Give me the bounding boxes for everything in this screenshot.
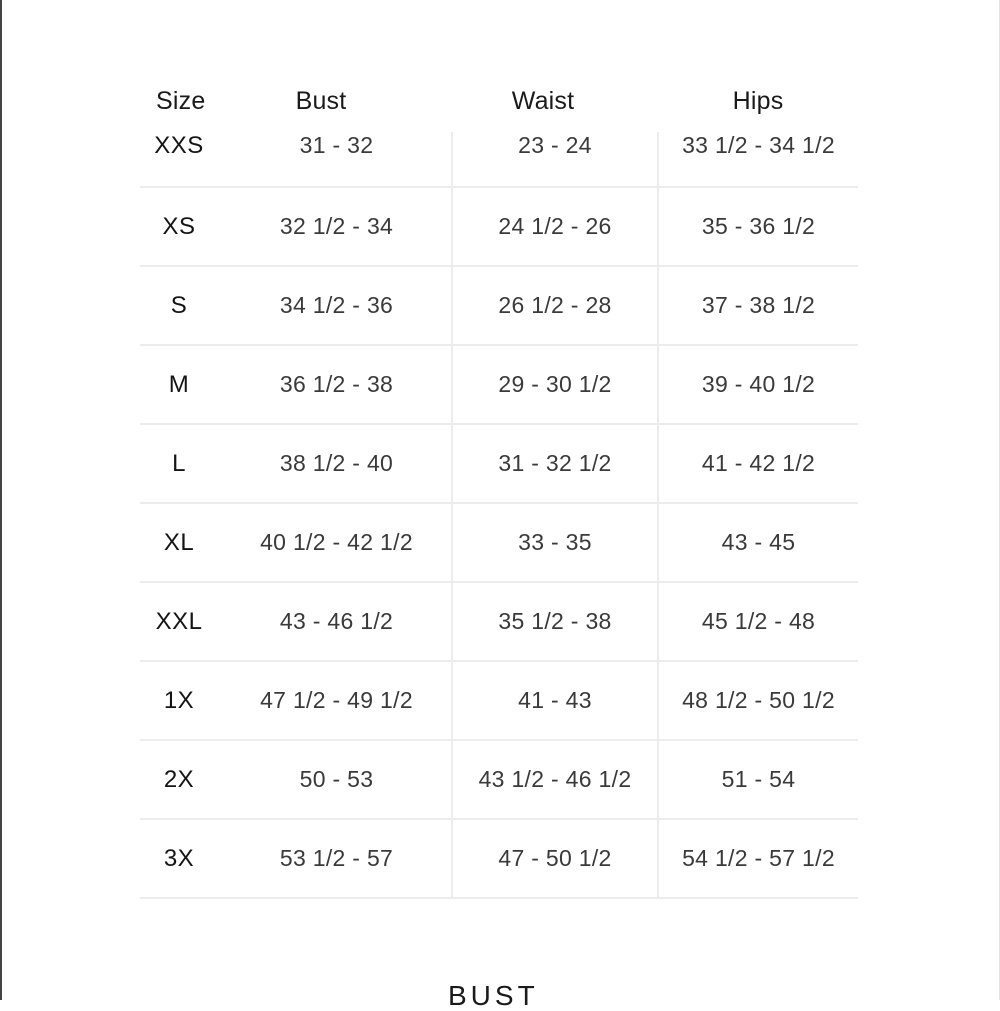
- hips-range: 51 - 54: [658, 740, 858, 819]
- bust-range: 53 1/2 - 57: [222, 819, 452, 898]
- bust-range: 38 1/2 - 40: [222, 424, 452, 503]
- bust-range: 34 1/2 - 36: [222, 266, 452, 345]
- table-row: [140, 582, 858, 661]
- size-label: XXL: [140, 582, 222, 661]
- header-bust: Bust: [295, 86, 347, 115]
- hips-range: 33 1/2 - 34 1/2: [658, 132, 858, 187]
- waist-range: 29 - 30 1/2: [452, 345, 658, 424]
- table-row: [140, 132, 858, 187]
- waist-range: 31 - 32 1/2: [452, 424, 658, 503]
- hips-range: 43 - 45: [658, 503, 858, 582]
- size-label: XS: [140, 187, 222, 266]
- table-row: [140, 424, 858, 503]
- table-row: [140, 819, 858, 898]
- size-label: XXS: [140, 132, 222, 187]
- waist-range: 35 1/2 - 38: [452, 582, 658, 661]
- table-row: [140, 345, 858, 424]
- waist-range: 23 - 24: [452, 132, 658, 187]
- hips-range: 54 1/2 - 57 1/2: [658, 819, 858, 898]
- hips-range: 35 - 36 1/2: [658, 187, 858, 266]
- size-label: XL: [140, 503, 222, 582]
- size-label: L: [140, 424, 222, 503]
- header-hips: Hips: [732, 86, 784, 115]
- bust-range: 43 - 46 1/2: [222, 582, 452, 661]
- table-row: [140, 661, 858, 740]
- waist-range: 43 1/2 - 46 1/2: [452, 740, 658, 819]
- page-left-border: [0, 0, 2, 1000]
- hips-range: 37 - 38 1/2: [658, 266, 858, 345]
- hips-range: 48 1/2 - 50 1/2: [658, 661, 858, 740]
- hips-range: 41 - 42 1/2: [658, 424, 858, 503]
- waist-range: 24 1/2 - 26: [452, 187, 658, 266]
- table-row: [140, 503, 858, 582]
- table-row: [140, 266, 858, 345]
- bust-range: 31 - 32: [222, 132, 452, 187]
- size-label: M: [140, 345, 222, 424]
- size-label: 2X: [140, 740, 222, 819]
- size-chart-table: [140, 70, 858, 899]
- table-header-row: [140, 70, 858, 132]
- size-label: 1X: [140, 661, 222, 740]
- table-row: [140, 740, 858, 819]
- table-row: [140, 187, 858, 266]
- waist-range: 41 - 43: [452, 661, 658, 740]
- hips-range: 45 1/2 - 48: [658, 582, 858, 661]
- header-size: Size: [156, 86, 206, 115]
- waist-range: 33 - 35: [452, 503, 658, 582]
- bust-range: 50 - 53: [222, 740, 452, 819]
- bust-range: 32 1/2 - 34: [222, 187, 452, 266]
- header-waist: Waist: [511, 86, 575, 115]
- bust-range: 36 1/2 - 38: [222, 345, 452, 424]
- footer-brand-text: BUST: [448, 980, 539, 1011]
- size-label: 3X: [140, 819, 222, 898]
- bust-range: 40 1/2 - 42 1/2: [222, 503, 452, 582]
- waist-range: 26 1/2 - 28: [452, 266, 658, 345]
- hips-range: 39 - 40 1/2: [658, 345, 858, 424]
- bust-range: 47 1/2 - 49 1/2: [222, 661, 452, 740]
- size-label: S: [140, 266, 222, 345]
- waist-range: 47 - 50 1/2: [452, 819, 658, 898]
